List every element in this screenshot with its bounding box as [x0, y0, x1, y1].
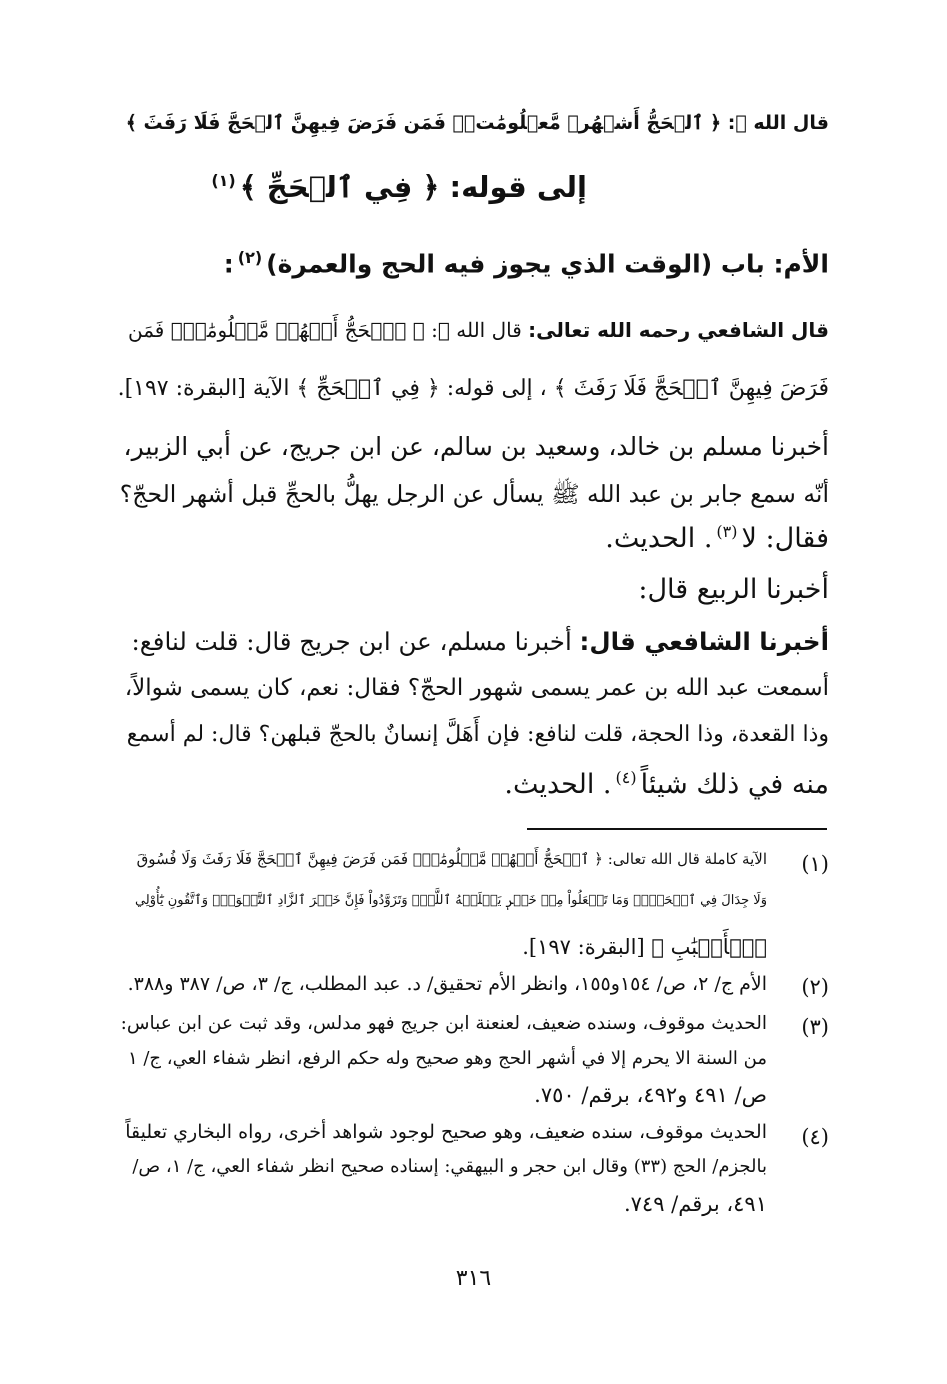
verse-heading-continuation: إلى قوله: ﴿ فِي ٱلۡحَجِّ ﴾: [239, 170, 587, 204]
paragraph-2-line-3: [605, 522, 829, 554]
paragraph-4-line-3: [127, 722, 829, 747]
footnote-2-line-1: الأم ج/ ٢، ص/ ١٥٤و١٥٥، وانظر الأم تحقيق/ د. عبد المطلب، ج/ ٣، ص/ ٣٨٧ و٣٨٨.: [127, 973, 767, 995]
paragraph-4-line-4: [504, 768, 829, 800]
verse-heading-line-2: [207, 170, 587, 204]
footnote-3-line-1: الحديث موقوف، وسنده ضعيف، لعنعنة ابن جريج فهو مدلس، وقد ثبت عن ابن عباس:: [120, 1013, 767, 1034]
speaker-label: قال الشافعي رحمه الله تعالى:: [528, 318, 829, 342]
footnote-number: (٤): [801, 1125, 829, 1149]
paragraph-text: أخبرنا مسلم، عن ابن جريج قال: قلت لنافع:: [131, 627, 572, 656]
paragraph-text: منه في ذلك شيئاً: [640, 769, 829, 800]
paragraph-text: فَرَضَ فِيهِنَّ ٱلۡحَجَّ فَلَا رَفَثَ ﴾ ، إلى قوله: ﴿ فِي ٱلۡحَجِّ ﴾ الآية [البقرة: ١٩٧].: [117, 376, 829, 401]
paragraph-2-line-2: [120, 480, 829, 514]
footnote-1-line-2: وَلَا جِدَالَ فِي ٱلۡحَجِّۗ وَمَا تَفۡعَلُواْ مِنۡ خَيۡرٖ يَعۡلَمۡهُ ٱللَّهُۗ وَتَزَوَّدُواْ فَإِنَّ خَيۡرَ ٱلزَّادِ ٱلتَّقۡوَىٰۖ وَٱتَّقُونِ يَٰٓأُوْلِي: [134, 893, 767, 908]
paragraph-text: أسمعت عبد الله بن عمر يسمى شهور الحجّ؟ فقال: نعم، كان يسمى شوالاً،: [124, 675, 829, 701]
paragraph-4-line-1: [132, 627, 830, 656]
chapter-title-colon: :: [223, 249, 234, 279]
footnote-separator: [527, 828, 827, 830]
footnote-1-line-3: ٱلۡأَلۡبَٰبِ ﴾ [البقرة: ١٩٧].: [522, 935, 767, 959]
footnote-number: (١): [801, 852, 829, 876]
paragraph-text: . الحديث.: [605, 523, 713, 554]
footnote-4-line-3: ٤٩١، برقم/ ٧٤٩.: [623, 1192, 767, 1216]
footnote-ref-4: (٤): [615, 768, 637, 787]
paragraph-1-line-1: [128, 318, 829, 342]
page-number: ٣١٦: [455, 1266, 492, 1291]
paragraph-text: قال الله ﷻ: ﴿ ٱلۡحَجُّ أَشۡهُرٞ مَّعۡلُومَٰتٞۚ فَمَن: [128, 318, 522, 342]
chapter-title: الأم: باب (الوقت الذي يجوز فيه الحج والعمرة): [266, 249, 829, 279]
paragraph-text: فقال: لا: [741, 523, 829, 554]
paragraph-3: [638, 574, 829, 605]
paragraph-2-line-1: [124, 432, 829, 461]
footnote-3-line-2: من السنة الا يحرم إلا في أشهر الحج وهو صحيح وله حكم الرفع، انظر شفاء العي، ج/ ١: [127, 1048, 767, 1069]
paragraph-text: . الحديث.: [504, 769, 612, 800]
paragraph-text: أنّه سمع جابر بن عبد الله ﷺ يسأل عن الرجل يهلُّ بالحجِّ قبل أشهر الحجّ؟: [119, 480, 829, 508]
paragraph-1-line-2: [118, 376, 829, 401]
footnote-1-line-1: الآية كاملة قال الله تعالى: ﴿ ٱلۡحَجُّ أَشۡهُرٞ مَّعۡلُومَٰتٞۚ فَمَن فَرَضَ فِيهِنَّ ٱلۡحَجَّ فَلَا رَفَثَ وَلَا فُسُوقَ: [136, 850, 767, 868]
footnote-4-line-2: بالجزم/ الحج (٣٣) وقال ابن حجر و البيهقي: إسناده صحيح انظر شفاء العي، ج/ ١، ص/: [132, 1156, 767, 1177]
paragraph-text: وذا القعدة، وذا الحجة، قلت لنافع: فإن أَهَلَّ إنسانٌ بالحجّ قبلهن؟ قال: لم أسمع: [126, 722, 829, 747]
verse-heading-text: قال الله ﷻ: ﴿ ٱلۡحَجُّ أَشۡهُرٞ مَّعۡلُومَٰتٞۚ فَمَن فَرَضَ فِيهِنَّ ٱلۡحَجَّ فَلَا رَفَثَ ﴾: [125, 112, 829, 134]
footnote-number: (٣): [801, 1015, 829, 1039]
footnote-3-line-3: ص/ ٤٩١ و٤٩٢، برقم/ ٧٥٠.: [534, 1083, 767, 1107]
speaker-label: أخبرنا الشافعي قال:: [579, 627, 829, 656]
footnote-ref-1: (١): [211, 171, 236, 191]
footnote-number: (٢): [801, 975, 829, 999]
footnote-ref-3: (٣): [716, 522, 738, 541]
footnote-ref-2: (٢): [237, 248, 263, 267]
footnote-4-line-1: الحديث موقوف، سنده ضعيف، وهو صحيح لوجود شواهد أخرى، رواه البخاري تعليقاً: [125, 1121, 767, 1143]
paragraph-4-line-2: [125, 675, 829, 701]
paragraph-text: أخبرنا الربيع قال:: [638, 574, 829, 605]
verse-heading-line-1: [126, 112, 829, 134]
chapter-heading: [224, 248, 829, 278]
paragraph-text: أخبرنا مسلم بن خالد، وسعيد بن سالم، عن ابن جريج، عن أبي الزبير،: [123, 432, 829, 461]
